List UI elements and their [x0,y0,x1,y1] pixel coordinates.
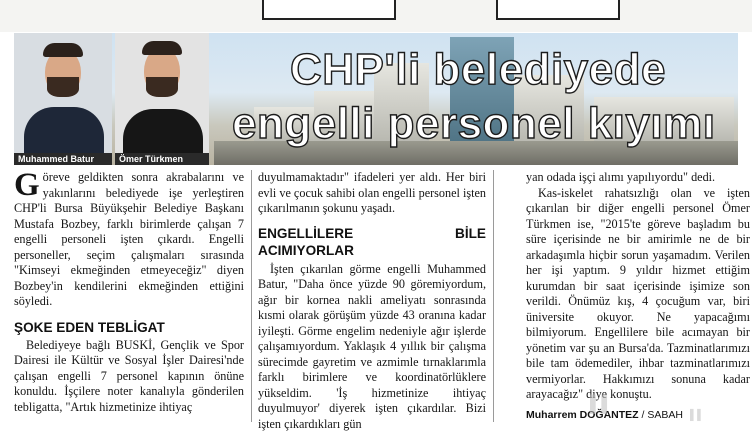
drop-cap: G [14,171,40,199]
headline-banner [14,33,738,165]
byline-author: Muharrem DOĞANTEZ [526,409,639,421]
photo-caption: Ömer Türkmen [115,153,209,165]
intro-paragraph [14,170,244,310]
column-divider [251,170,252,422]
subhead-acimiyorlar: ENGELLİLERE BİLE ACIMIYORLAR [258,225,486,259]
article-column-1 [14,170,244,415]
article-column-3 [526,170,750,403]
previous-article-box [496,0,620,20]
person-beard [146,77,178,97]
article-column-2 [258,170,486,432]
body-paragraph: Kas-iskelet rahatsızlığı olan ve işten çıkarılan bir diğer engelli personel Ömer Türkmen ise, "2015'te göreve başladım bu süre içerisinde ne bir amirimle ne de bir arkadaşımla hiçbir sorun yaşamadım. Verilen her işi yaptım. 9 yıldır hizmet ettiğim kurumdan bir saat içerisinde işimize son verildi. Önümüz kış, 4 çocuğum var, biri üniversite okuyor. Ne yapacağımı bilmiyorum. Engellilere bile acımayan bir yönetim var şu an Bursa'da. Tazminatlarımızı bile tam ödemediler, ihbar tazminatlarımızı vermiyorlar. Hakkımızı sonuna kadar arayacağız" diye konuştu. [526,186,750,403]
headline-line-2: engelli personel kıyımı [232,99,715,149]
top-strip [0,0,752,32]
body-paragraph: İşten çıkarılan görme engelli Muhammed Batur, "Daha önce yüzde 90 göremiyordum, ağır bir kornea nakli ameliyatı sonrasında kısmi olarak görüşüm yüzde 43 oranına kadar iyileşti. Görme engelim nedeniyle ağır işlerde çalışamıyordum. Yaklaşık 4 yıllık bir çalışma sürecimde gayretim ve azmimle tırnaklarımla farklı birimlere ve koordinatörlüklere yükseldim. 'İş hizmetinize ihtiyaç duyulmuyor' diyerek işten çıkardılar. Bizi işten çıkardıkları gün [258,262,486,432]
previous-article-box [262,0,396,20]
photo-omer-turkmen [115,33,209,165]
watermark: ▌▌ [690,410,704,421]
body-paragraph: duyulmamaktadır" ifadeleri yer aldı. Her biri evli ve çocuk sahibi olan engelli personel işten çıkarılmanın şokunu yaşadı. [258,170,486,217]
body-paragraph: Belediyeye bağlı BUSKİ, Gençlik ve Spor Dairesi ile Kültür ve Sosyal İşler Dairesi'nde çalışan engelli 7 personel kapının önüne konuldu. İşçilere noter kanalıyla gönderilen tebligatta, "Artık hizmetinize ihtiyaç [14,338,244,416]
watermark: ▌▌ [590,396,613,414]
person-hair [43,43,83,57]
intro-text: öreve geldikten sonra akrabalarını ve yakınlarını belediyede işe yerleştiren CHP'li Bursa Büyükşehir Belediye Başkanı Mustafa Bozbey, farklı birimlerde çalışan 7 engelli personeli işten çıkardı. Engelli personeller, seçim çalışmaları sırasında "Kimseyi ekmeğinden etmeyeceğiz" diyen Bozbey'in kendilerini ekmeğinden ettiğini söyledi. [14,170,244,308]
photo-caption: Muhammed Batur [14,153,112,165]
person-beard [47,77,79,97]
subhead-tebligat: ŞOKE EDEN TEBLİGAT [14,319,244,336]
photo-muhammed-batur [14,33,112,165]
headline-line-1: CHP'li belediyede [290,45,666,95]
byline-source: / SABAH [642,409,683,421]
body-paragraph: yan odada işçi alımı yapılıyordu" dedi. [526,170,750,186]
person-hair [142,41,182,55]
column-divider [493,170,494,422]
